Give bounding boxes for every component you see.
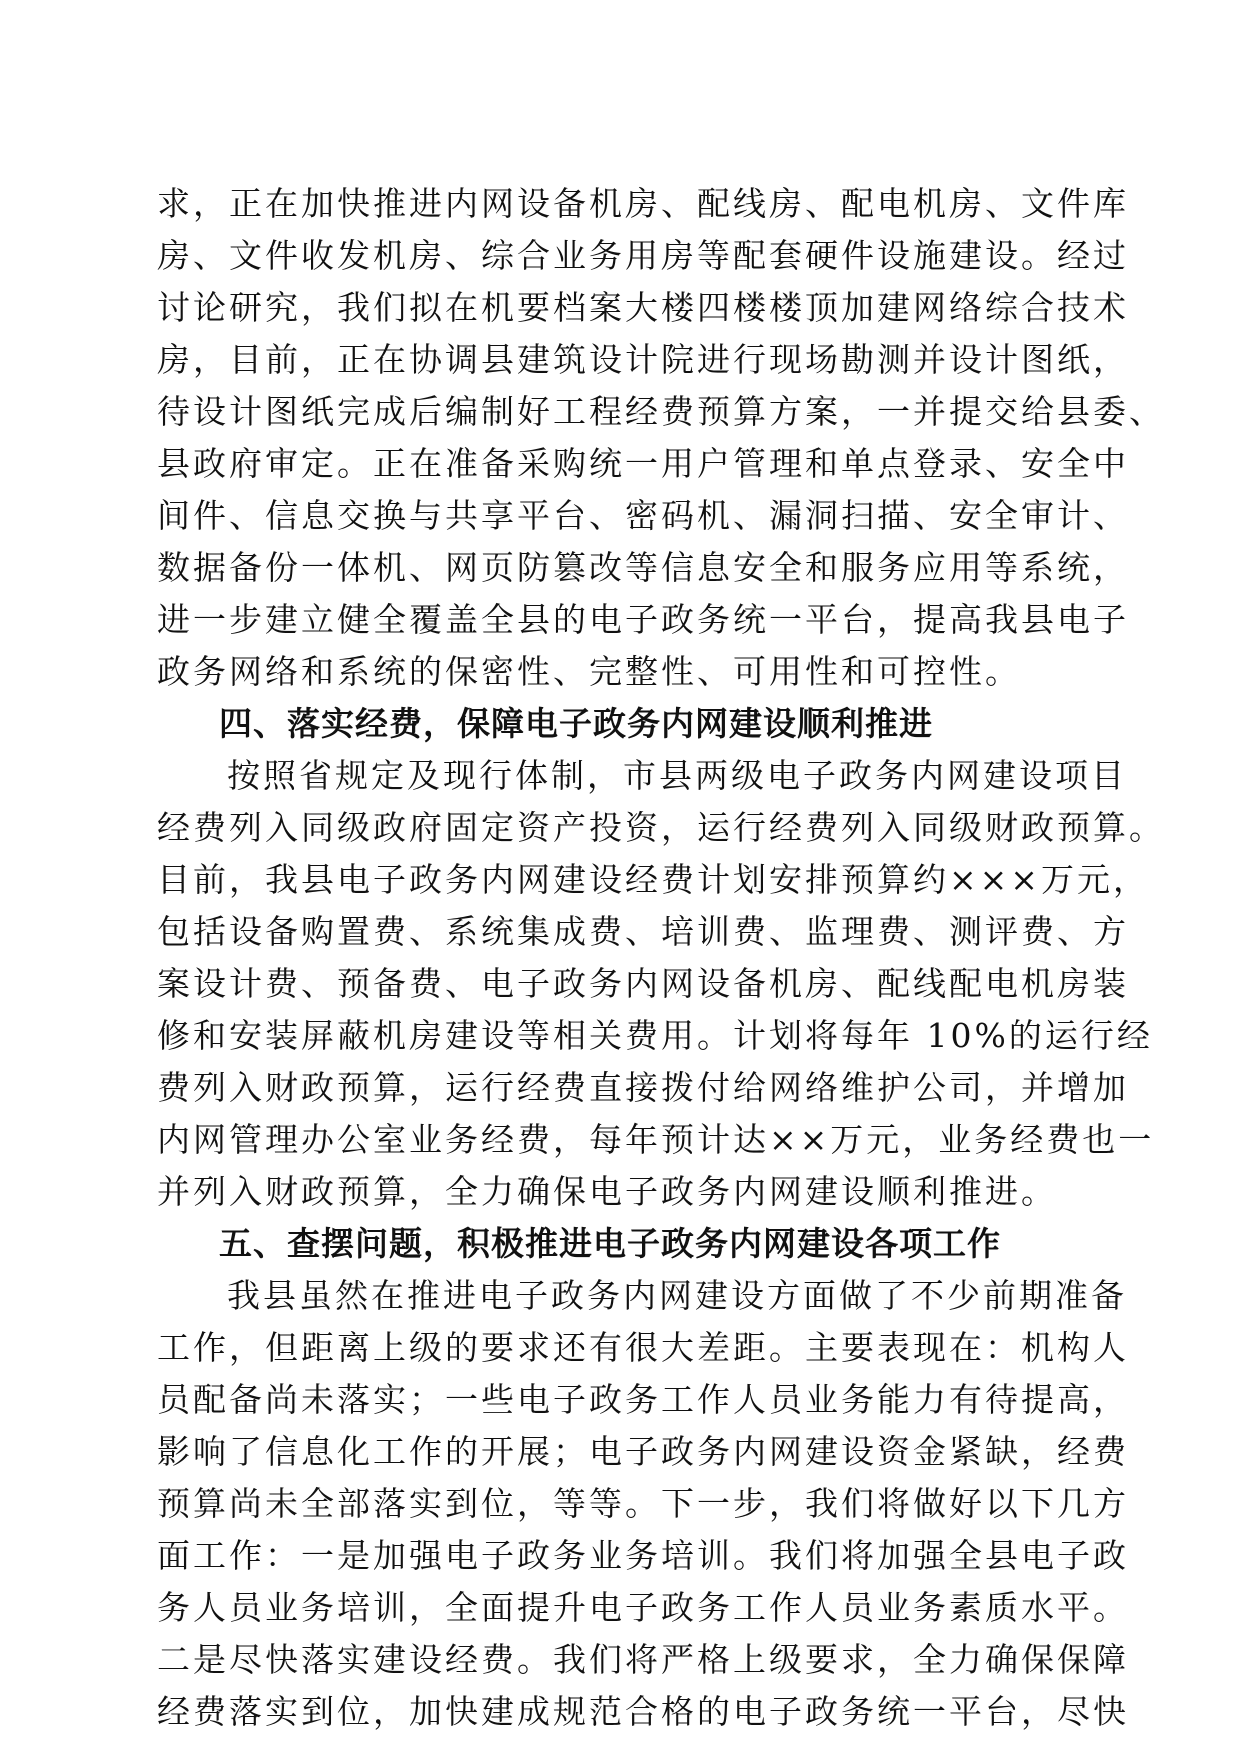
text-line: 预算尚未全部落实到位，等等。下一步，我们将做好以下几方 <box>157 1484 1129 1523</box>
text-line: 政务网络和系统的保密性、完整性、可用性和可控性。 <box>157 652 1021 691</box>
paragraph-funding <box>157 750 1165 1218</box>
text-line: 务人员业务培训，全面提升电子政务工作人员业务素质水平。 <box>157 1588 1129 1627</box>
text-line: 待设计图纸完成后编制好工程经费预算方案，一并提交给县委、 <box>157 392 1165 431</box>
text-line: 间件、信息交换与共享平台、密码机、漏洞扫描、安全审计、 <box>157 496 1129 535</box>
text-line: 修和安装屏蔽机房建设等相关费用。计划将每年 10%的运行经 <box>157 1016 1153 1055</box>
text-line: 房，目前，正在协调县建筑设计院进行现场勘测并设计图纸， <box>157 340 1129 379</box>
text-line: 费列入财政预算，运行经费直接拨付给网络维护公司，并增加 <box>157 1068 1129 1107</box>
text-line: 按照省规定及现行体制，市县两级电子政务内网建设项目 <box>227 756 1127 795</box>
text-line: 二是尽快落实建设经费。我们将严格上级要求，全力确保保障 <box>157 1640 1129 1679</box>
text-line: 房、文件收发机房、综合业务用房等配套硬件设施建设。经过 <box>157 236 1129 275</box>
text-line: 我县虽然在推进电子政务内网建设方面做了不少前期准备 <box>227 1276 1127 1315</box>
text-line: 经费落实到位，加快建成规范合格的电子政务统一平台，尽快 <box>157 1692 1129 1731</box>
document-body <box>157 178 1165 1738</box>
paragraph-infrastructure <box>157 178 1165 698</box>
text-line: 进一步建立健全覆盖全县的电子政务统一平台，提高我县电子 <box>157 600 1129 639</box>
paragraph-problems <box>157 1270 1129 1738</box>
text-line: 求，正在加快推进内网设备机房、配线房、配电机房、文件库 <box>157 184 1129 223</box>
text-line: 案设计费、预备费、电子政务内网设备机房、配线配电机房装 <box>157 964 1129 1003</box>
section-heading-4: 四、落实经费，保障电子政务内网建设顺利推进 <box>219 704 933 743</box>
text-line: 包括设备购置费、系统集成费、培训费、监理费、测评费、方 <box>157 912 1129 951</box>
text-line: 数据备份一体机、网页防篡改等信息安全和服务应用等系统， <box>157 548 1129 587</box>
text-line: 目前，我县电子政务内网建设经费计划安排预算约×××万元， <box>157 860 1149 899</box>
text-line: 内网管理办公室业务经费，每年预计达××万元，业务经费也一 <box>157 1120 1155 1159</box>
text-line: 讨论研究，我们拟在机要档案大楼四楼楼顶加建网络综合技术 <box>157 288 1129 327</box>
text-line: 影响了信息化工作的开展；电子政务内网建设资金紧缺，经费 <box>157 1432 1129 1471</box>
text-line: 员配备尚未落实；一些电子政务工作人员业务能力有待提高， <box>157 1380 1129 1419</box>
text-line: 工作，但距离上级的要求还有很大差距。主要表现在：机构人 <box>157 1328 1129 1367</box>
text-line: 县政府审定。正在准备采购统一用户管理和单点登录、安全中 <box>157 444 1129 483</box>
section-heading-5: 五、查摆问题，积极推进电子政务内网建设各项工作 <box>219 1224 1001 1263</box>
text-line: 并列入财政预算，全力确保电子政务内网建设顺利推进。 <box>157 1172 1057 1211</box>
text-line: 经费列入同级政府固定资产投资，运行经费列入同级财政预算。 <box>157 808 1165 847</box>
text-line: 面工作：一是加强电子政务业务培训。我们将加强全县电子政 <box>157 1536 1129 1575</box>
